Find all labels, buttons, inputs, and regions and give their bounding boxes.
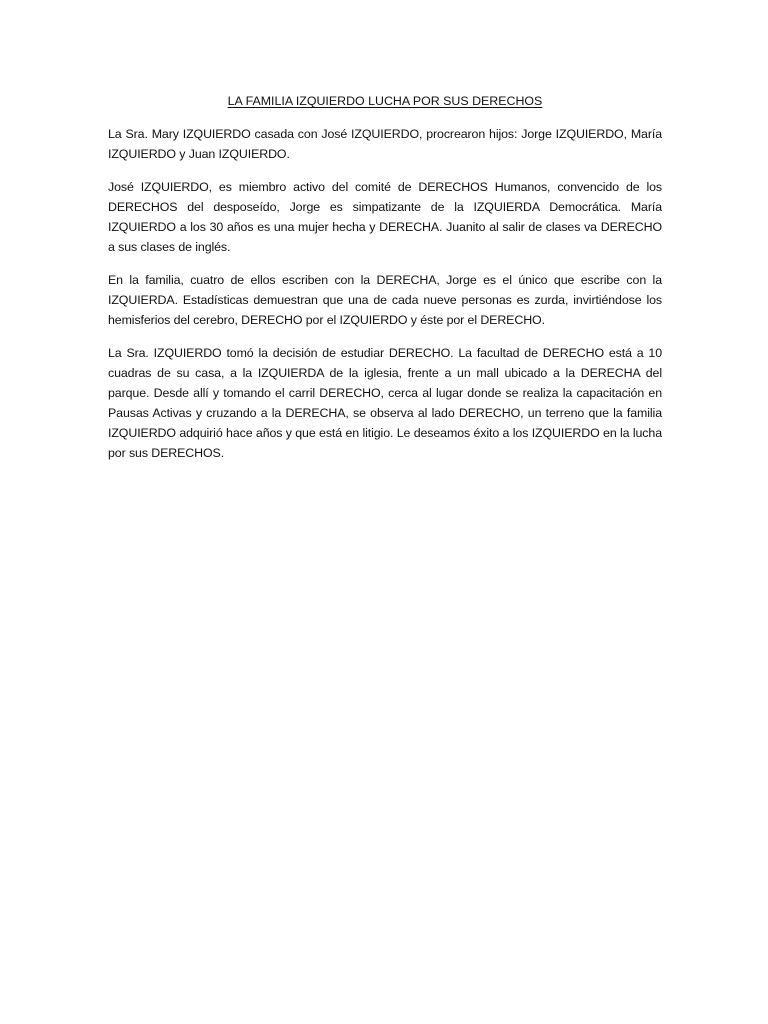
paragraph-1: La Sra. Mary IZQUIERDO casada con José IZQUIERDO, procrearon hijos: Jorge IZQUIERDO, María IZQUIERDO y Juan IZQUIERDO. bbox=[108, 127, 662, 161]
document-title: LA FAMILIA IZQUIERDO LUCHA POR SUS DERECHOS bbox=[227, 94, 543, 108]
document-body bbox=[108, 91, 662, 476]
paragraph-4: La Sra. IZQUIERDO tomó la decisión de estudiar DERECHO. La facultad de DERECHO está a 10 cuadras de su casa, a la IZQUIERDA de la iglesia, frente a un mall ubicado a la DERECHA del parque. Desde allí y tomando el carril DERECHO, cerca al lugar donde se realiza la capacitación en Pausas Activas y cruzando a la DERECHA, se observa al lado DERECHO, un terreno que la familia IZQUIERDO adquirió hace años y que está en litigio. Le deseamos éxito a los IZQUIERDO en la lucha por sus DERECHOS. bbox=[108, 346, 662, 460]
paragraph-3: En la familia, cuatro de ellos escriben con la DERECHA, Jorge es el único que escribe con la IZQUIERDA. Estadísticas demuestran que una de cada nueve personas es zurda, invirtiéndose los hemisferios del cerebro, DERECHO por el IZQUIERDO y éste por el DERECHO. bbox=[108, 273, 662, 327]
paragraph-2: José IZQUIERDO, es miembro activo del comité de DERECHOS Humanos, convencido de los DERECHOS del desposeído, Jorge es simpatizante de la IZQUIERDA Democrática. María IZQUIERDO a los 30 años es una mujer hecha y DERECHA. Juanito al salir de clases va DERECHO a sus clases de inglés. bbox=[108, 180, 662, 254]
